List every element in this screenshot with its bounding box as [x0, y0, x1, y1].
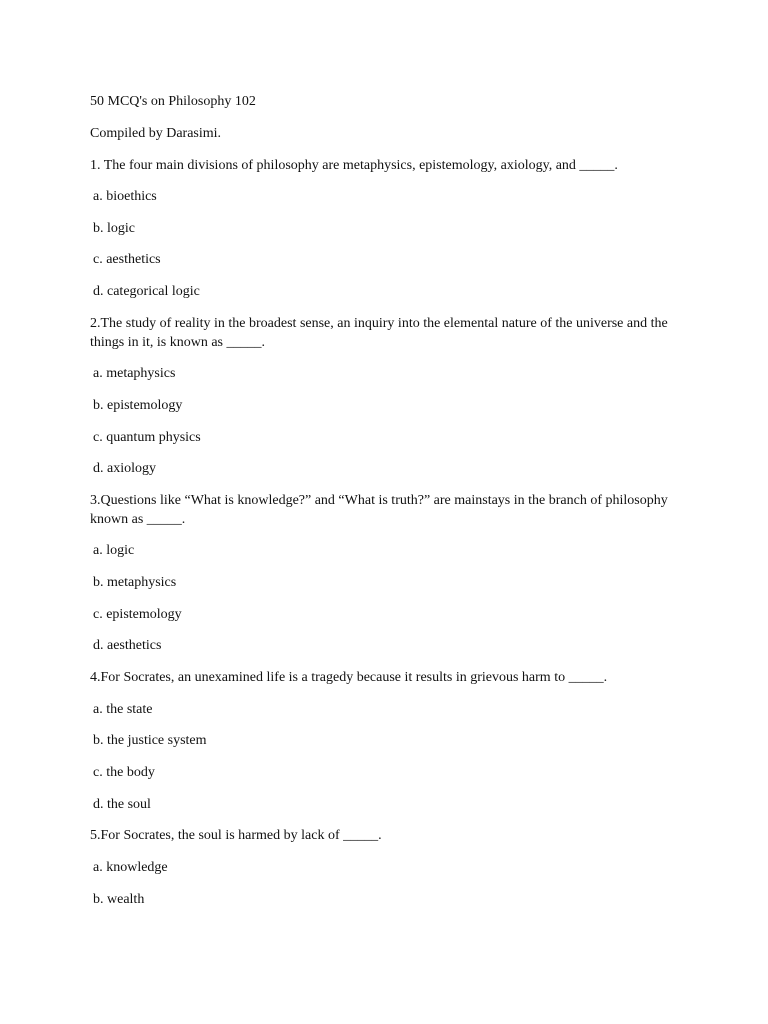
question-1-text: 1. The four main divisions of philosophy are metaphysics, epistemology, axiology, and _____. — [90, 158, 618, 173]
question-2-text: 2.The study of reality in the broadest sense, an inquiry into the elemental nature of the universe and the things in it, is known as _____. — [90, 316, 668, 350]
question-5-option-b: b. wealth — [93, 892, 145, 907]
question-2-option-b: b. epistemology — [93, 398, 183, 413]
question-1-option-c: c. aesthetics — [93, 252, 161, 267]
question-5-option-a: a. knowledge — [93, 860, 168, 875]
question-4-option-d: d. the soul — [93, 797, 151, 812]
question-3-option-c: c. epistemology — [93, 607, 182, 622]
question-4-option-b: b. the justice system — [93, 733, 207, 748]
question-4-text: 4.For Socrates, an unexamined life is a tragedy because it results in grievous harm to _____. — [90, 670, 608, 685]
question-3-option-a: a. logic — [93, 543, 135, 558]
question-1-option-d: d. categorical logic — [93, 284, 200, 299]
question-4-option-c: c. the body — [93, 765, 155, 780]
question-3-text: 3.Questions like “What is knowledge?” and “What is truth?” are mainstays in the branch of philosophy known as _____. — [90, 493, 668, 527]
question-1-option-b: b. logic — [93, 221, 135, 236]
question-5-text: 5.For Socrates, the soul is harmed by lack of _____. — [90, 828, 382, 843]
question-3-option-d: d. aesthetics — [93, 638, 162, 653]
question-2-option-a: a. metaphysics — [93, 366, 176, 381]
question-2-option-c: c. quantum physics — [93, 430, 201, 445]
question-4-option-a: a. the state — [93, 702, 153, 717]
question-2-option-d: d. axiology — [93, 461, 156, 476]
document-title: 50 MCQ's on Philosophy 102 — [90, 94, 256, 109]
document-byline: Compiled by Darasimi. — [90, 126, 222, 141]
question-1-option-a: a. bioethics — [93, 189, 157, 204]
question-3-option-b: b. metaphysics — [93, 575, 177, 590]
